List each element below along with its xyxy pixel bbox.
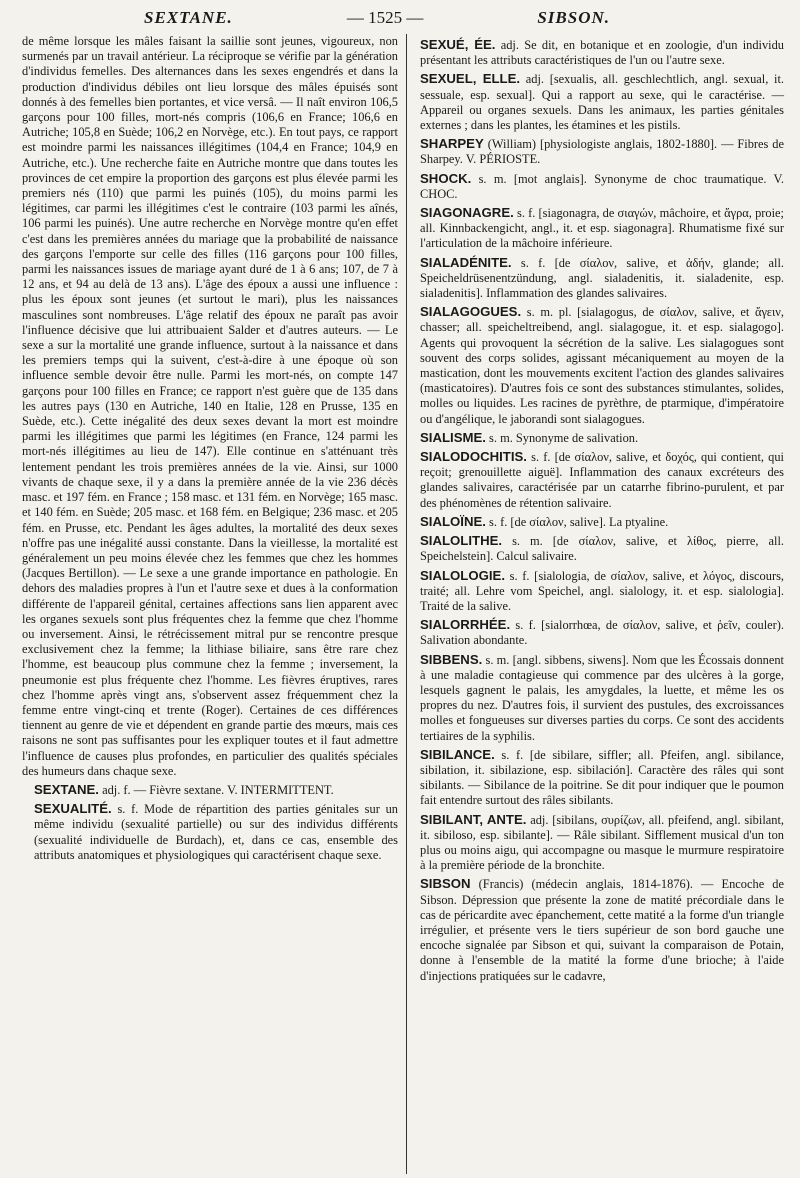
definition: s. f. [siagonagra, de σιαγών, mâchoire, et ἄγρα, proie; all. Kinnbackengicht, angl., it. et esp. siagonagra]. Rhumatisme fixé sur l'articulation de la mâchoire inférieure. <box>420 206 784 251</box>
headword: SEXUÉ, ÉE. <box>420 37 496 52</box>
header-right-word: SIBSON. <box>537 8 610 27</box>
entry-sialologie <box>408 568 784 615</box>
definition: s. f. [de σίαλον, salive, et δοχός, qui contient, qui reçoit; grenouillette aiguë]. Inflammation des canaux excréteurs des glandes salivaires, caractérisée par un catarrhe fibrino-purulent, et par des phénomènes de rétention salivaire. <box>420 450 784 510</box>
page-number: — 1525 — <box>346 8 424 27</box>
headword: SIBBENS. <box>420 651 483 667</box>
entry-sextane <box>22 782 398 798</box>
definition: adj. Se dit, en botanique et en zoologie, d'un individu présentant les attributs caractéristiques de l'un ou l'autre sexe. <box>420 38 785 68</box>
definition: s. m. Synonyme de salivation. <box>485 430 639 445</box>
definition: s. m. [de σίαλον, salive, et λίθος, pierre, all. Speichelstein]. Calcul salivaire. <box>420 534 784 564</box>
entry-sibilance <box>408 747 784 809</box>
headword: SIALORRHÉE. <box>420 617 511 633</box>
headword: SIALOLOGIE. <box>420 567 505 583</box>
entry-sialorrhee <box>408 617 784 648</box>
definition: s. f. Mode de répartition des parties génitales sur un même individu (sexualité partielle) ou sur des individus différents (sexualité individuelle de Burdach), et, dans ce cas, ensemble des attributs anatomiques et physiologiques qui caractérisent chaque sexe. <box>34 802 398 862</box>
entry-sibilant <box>408 812 784 874</box>
definition: (Francis) (médecin anglais, 1814-1876). — Encoche de Sibson. Dépression que présente la zone de matité précordiale dans le cas de péricardite avec épanchement, cette matité a la forme d'un triangle irrégulier, et présente vers le tiers supérieur de son bord gauche une encoche signalée par Sibson et qui, suivant la comparaison de Potain, donne à l'ensemble de la matité la forme d'une brioche; à l'aide d'injections pratiquées sur le cadavre, <box>420 877 784 983</box>
entry-sialolithe <box>408 533 784 564</box>
headword: SIALADÉNITE. <box>420 254 512 270</box>
entry-sharpey <box>408 136 784 167</box>
headword: SHOCK. <box>420 170 472 186</box>
right-column <box>408 34 784 984</box>
header-left-word: SEXTANE. <box>144 8 233 27</box>
entry-sibbens <box>408 652 784 744</box>
running-header <box>22 8 790 34</box>
headword: SIALOLITHE. <box>420 533 503 549</box>
definition: s. f. [de σίαλον, salive]. La ptyaline. <box>485 514 669 529</box>
headword: SIAGONAGRE. <box>420 205 514 221</box>
entry-sialisme <box>408 430 784 446</box>
definition: s. f. [de σίαλον, salive, et ἀδήν, glande; all. Speicheldrüsenentzündung, angl. sialadenitis, it. sialadenite, esp. sialadenitis]. Inflammation des glandes salivaires. <box>420 255 784 301</box>
two-column-body <box>22 34 790 984</box>
sexe-continuation-text: de même lorsque les mâles faisant la saillie sont jeunes, vigoureux, non surmenés par un travail antérieur. La réciproque se vérifie par la génération d'individus femelles. Des alternances dans les sexes engendrés et dans la production d'individus débiles ont lieu lorsque des mâles épuisés sont donnés à des femelles bien portantes, et vice versâ. — Il naît environ 106,5 garçons pour 100 filles, mort-nés compris (106,6 en France; 106,6 en Autriche; 105,8 en Suède; 106,2 en Norvège, etc.). En tout pays, ce rapport est moindre parmi les naissances illégitimes (104,4 en France; 104,9 en Autriche, etc.). Une recherche faite en Autriche montre que dans toutes les provinces de cet empire la proportion des garçons est plus élevée parmi les premiers nés (110) que parmi les puinés (105), du moins parmi les légitimes, car parmi les illégitimes c'est le contraire (103 parmi les aînés, 106 parmi les puinés). Une autre recherche en Norvège montre qu'en effet c'est dans les premières années du mariage que la probabilité de naissance des garçons l'emporte sur celle des filles (116 garçons pour 100 filles, parmi les naissances issues de mariage ayant duré de 1 à 6 ans; 107, de 7 à 12 ans, et 94 au delà de 13 ans). L'âge des époux a aussi une influence : plus les époux sont jeunes (et surtout le mari), plus les naissances masculines sont nombreuses. L'âge relatif des époux ne paraît pas avoir l'influence décisive que lui attribuaient Salder et d'autres auteurs. — Le sexe a sur la mortalité une grande influence, surtout à la naissance et dans les premiers temps qui la suivent, c'est-à-dire à une époque où son influence semble devoir être nulle. Parmi les mort-nés, on compte 147 garçons pour 100 filles en France; ce rapport n'est guère que de 135 dans les autres pays (130 en Autriche, 140 en Italie, 128 en Prusse, 135 en Suède, etc.). Cette inégalité des deux sexes devant la mort est moindre parmi les illégitimes que parmi les légitimes (en France, 124 parmi les mort-nés illégitimes au lieu de 147). Elle continue en s'atténuant très lentement pendant les trois premières années de la vie. Ainsi, sur 1000 vivants de chaque sexe, il y a dans la première année de la vie 236 décès masc. et 197 fém. en France ; 158 masc. et 131 fém. en Norvège; 165 masc. et 140 fém. en Suède; 205 masc. et 168 fém. en Belgique; 236 masc. et 205 fém. en Prusse, etc. Pendant les âges adultes, la mortalité des deux sexes n'offre pas une inégalité aussi constante. Dans la vieillesse, la mortalité est généralement un peu moins élevée chez les femmes que chez les hommes (Jacques Bertillon). — Le sexe a une grande importance en pathologie. En dehors des maladies propres à l'un et l'autre sexe et dues à la conformation différente de l'appareil génital, certaines affections sans lien apparent avec les organes sexuels sont plus fréquentes chez la femme que chez l'homme ou inversement. Ainsi, le rétrécissement mitral pur se rencontre presque exclusivement chez la femme; la lithiase biliaire, sans être rare chez l'homme, est beaucoup plus commune chez la femme ; inversement, la pneumonie est plus fréquente chez l'homme. Les fièvres éruptives, rares chez l'homme après vingt ans, s'observent assez fréquemment chez la femme entre vingt-cinq et trente (Roger). Certaines de ces différences tiennent au genre de vie et dépendent en grande partie des mœurs, mais ces raisons ne sont pas suffisantes pour les expliquer toutes et il faut admettre l'influence de causes plus profondes, en particulier des qualités spéciales des humeurs dans chaque sexe. <box>22 34 398 778</box>
headword: SIALODOCHITIS. <box>420 449 527 465</box>
entry-shock <box>408 171 784 202</box>
definition: adj. [sexualis, all. geschlechtlich, angl. sexual, it. sessuale, esp. sexual]. Qui a rapport au sexe, qui le caractérise. — Appareil ou organes sexuels. Dans les animaux, les parties génitales externes ; dans les plantes, les étamines et les pistils. <box>420 72 784 133</box>
headword: SIALISME. <box>420 429 486 445</box>
entry-sexuel <box>408 71 784 133</box>
headword: SHARPEY <box>420 136 484 152</box>
entry-sialoine <box>408 514 784 530</box>
left-column <box>22 34 398 984</box>
definition: s. f. [sialorrhœa, de σίαλον, salive, et ῥεῖν, couler). Salivation abondante. <box>420 618 784 648</box>
definition: s. f. [de sibilare, siffler; all. Pfeifen, angl. sibilance, sibilation, it. sibilazione, esp. sibilación]. Caractère des râles qui sont sibilants. — Sibilance de la poitrine. Se dit pour indiquer que le poumon fait entendre surtout des râles sibilants. <box>420 747 784 808</box>
entry-siagonagre <box>408 205 784 252</box>
entry-sialadenite <box>408 255 784 302</box>
headword: SIALOÏNE. <box>420 513 486 529</box>
entry-sialagogues <box>408 304 784 427</box>
definition: s. m. [angl. sibbens, siwens]. Nom que les Écossais donnent à une maladie contagieuse qui commence par des ulcères à la gorge, lesquels gagnent le palais, les amygdales, la luette, et même les os propres du nez. D'autres fois, il survient des pustules, des excroissances molles et fongueuses sur diverses parties du corps. Ce sont des accidents tertiaires de la syphilis. <box>420 652 784 743</box>
entry-sexualite <box>22 801 398 863</box>
definition: adj. f. — Fièvre sextane. V. INTERMITTENT. <box>98 782 334 797</box>
entry-sibson <box>408 876 784 983</box>
entry-sexue <box>408 37 784 68</box>
headword: SIALAGOGUES. <box>420 304 522 320</box>
headword: SIBILANCE. <box>420 746 495 762</box>
definition: s. f. [sialologia, de σίαλον, salive, et λόγος, discours, traité; all. Lehre vom Speichel, angl. sialology, it. et esp. sialologia]. Traité de la salive. <box>420 568 784 613</box>
headword: SEXUALITÉ. <box>34 801 112 817</box>
headword: SIBILANT, ANTE. <box>420 811 527 827</box>
definition: adj. [sibilans, συρίζων, all. pfeifend, angl. sibilant, it. sibiloso, esp. sibilante]. — Râle sibilant. Sifflement musical d'un ton plus ou moins aigu, qui accompagne ou masque le murmure respiratoire à la première période de la bronchite. <box>420 812 784 873</box>
definition: s. m. pl. [sialagogus, de σίαλον, salive, et ἄγειν, chasser; all. speicheltreibend, angl. sialagogue, it. et esp. sialagogo]. Agents qui provoquent la sécrétion de la salive. Les sialagogues sont souvent des corps solides, agissant mécaniquement au moyen de la mastication, dont les mouvements excitent l'action des glandes salivaires (masticatoires). D'autres fois ce sont des substances stimulantes, solides, molles ou liquides. Les racines de pyrèthre, de ptarmique, d'impératoire ou d'angélique, le jaborandi sont sialagogues. <box>420 305 784 426</box>
headword: SEXUEL, ELLE. <box>420 71 521 87</box>
definition: (William) [physiologiste anglais, 1802-1880]. — Fibres de Sharpey. V. PÉRIOSTE. <box>420 137 784 167</box>
headword: SIBSON <box>420 876 471 892</box>
headword: SEXTANE. <box>34 781 99 797</box>
definition: s. m. [mot anglais]. Synonyme de choc traumatique. V. CHOC. <box>420 171 784 201</box>
column-divider <box>406 34 407 1174</box>
entry-sialodochitis <box>408 449 784 511</box>
